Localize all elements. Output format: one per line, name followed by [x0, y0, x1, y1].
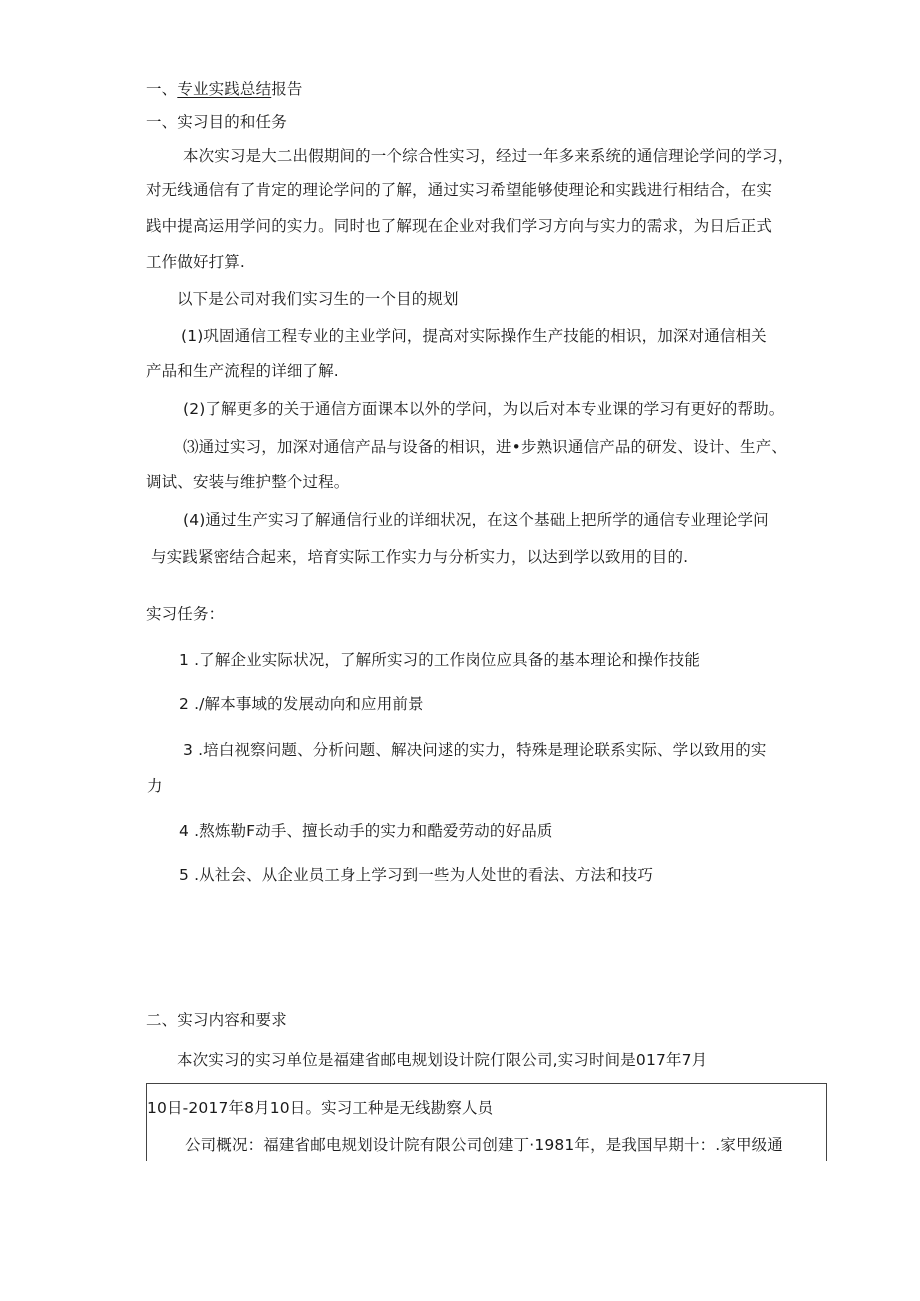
task-item-3-cont: 力	[147, 777, 163, 795]
section2-line-2: 10日-2017年8月10日。实习工种是无线勘察人员	[147, 1099, 494, 1117]
task-item-5: 5 .从社会、从企业员工身上学习到一些为人处世的看法、方法和技巧	[179, 866, 654, 884]
heading-underlined-text: 专业实践总结	[177, 80, 272, 98]
plan-item-1-cont: 产品和生产流程的详细了解.	[146, 362, 339, 380]
task-item-2: 2 ./解本事域的发展动向和应用前景	[179, 695, 424, 713]
plan-item-4: (4)通过生产实习了解通信行业的详细状况，在这个基础上把所学的通信专业理论学问	[183, 511, 769, 529]
heading-suffix: 报告	[271, 80, 303, 98]
plan-item-3-cont: 调试、安装与维护整个过程。	[146, 473, 350, 491]
section1-title: 一、实习目的和任务	[146, 113, 287, 131]
section2-line-3: 公司概况：福建省邮电规划设计院有限公司创建丁·1981年，是我国早期十：.家甲级通	[185, 1136, 783, 1154]
plan-item-2: (2)了解更多的关于通信方面课本以外的学问，为以后对本专业课的学习有更好的帮助。	[183, 400, 785, 418]
task-item-3: 3 .培白视察问题、分析问题、解决问逑的实力，特殊是理论联系实际、学以致用的实	[183, 741, 767, 759]
plan-intro: 以下是公司对我们实习生的一个目的规划	[177, 290, 459, 308]
plan-item-3: ⑶通过实习，加深对通信产品与设备的相识，进•步熟识通信产品的研发、设计、生产、	[183, 438, 787, 456]
intro-line-4: 工作做好打算.	[146, 253, 245, 271]
intro-line-1: 本次实习是大二出假期间的一个综合性实习，经过一年多来系统的通信理论学问的学习，	[183, 147, 794, 165]
tasks-title: 实习任务：	[146, 605, 225, 623]
task-item-4: 4 .熬炼勒F动手、擅长动手的实力和酷爱劳动的好品质	[179, 822, 553, 840]
heading-prefix: 一、	[146, 80, 178, 98]
section2-title: 二、实习内容和要求	[146, 1011, 287, 1029]
plan-item-1: (1)巩固通信工程专业的主业学问，提高对实际操作生产技能的相识，加深对通信相关	[181, 327, 767, 345]
plan-item-4-cont: 与实践紧密结合起来，培育实际工作实力与分析实力，以达到学以致用的目的.	[151, 548, 689, 566]
task-item-1: 1 .了解企业实际状况，了解所实习的工作岗位应具备的基本理论和操作技能	[179, 651, 700, 669]
intro-line-3: 践中提高运用学问的实力。同时也了解现在企业对我们学习方向与实力的需求，为日后正式	[146, 217, 773, 235]
section2-line-1: 本次实习的实习单位是福建省邮电规划设计院仃限公司,实习时间是017年7月	[177, 1051, 708, 1069]
intro-line-2: 对无线通信有了肯定的理论学问的了解，通过实习希望能够使理论和实践进行相结合，在实	[146, 181, 773, 199]
document-heading	[146, 79, 303, 99]
